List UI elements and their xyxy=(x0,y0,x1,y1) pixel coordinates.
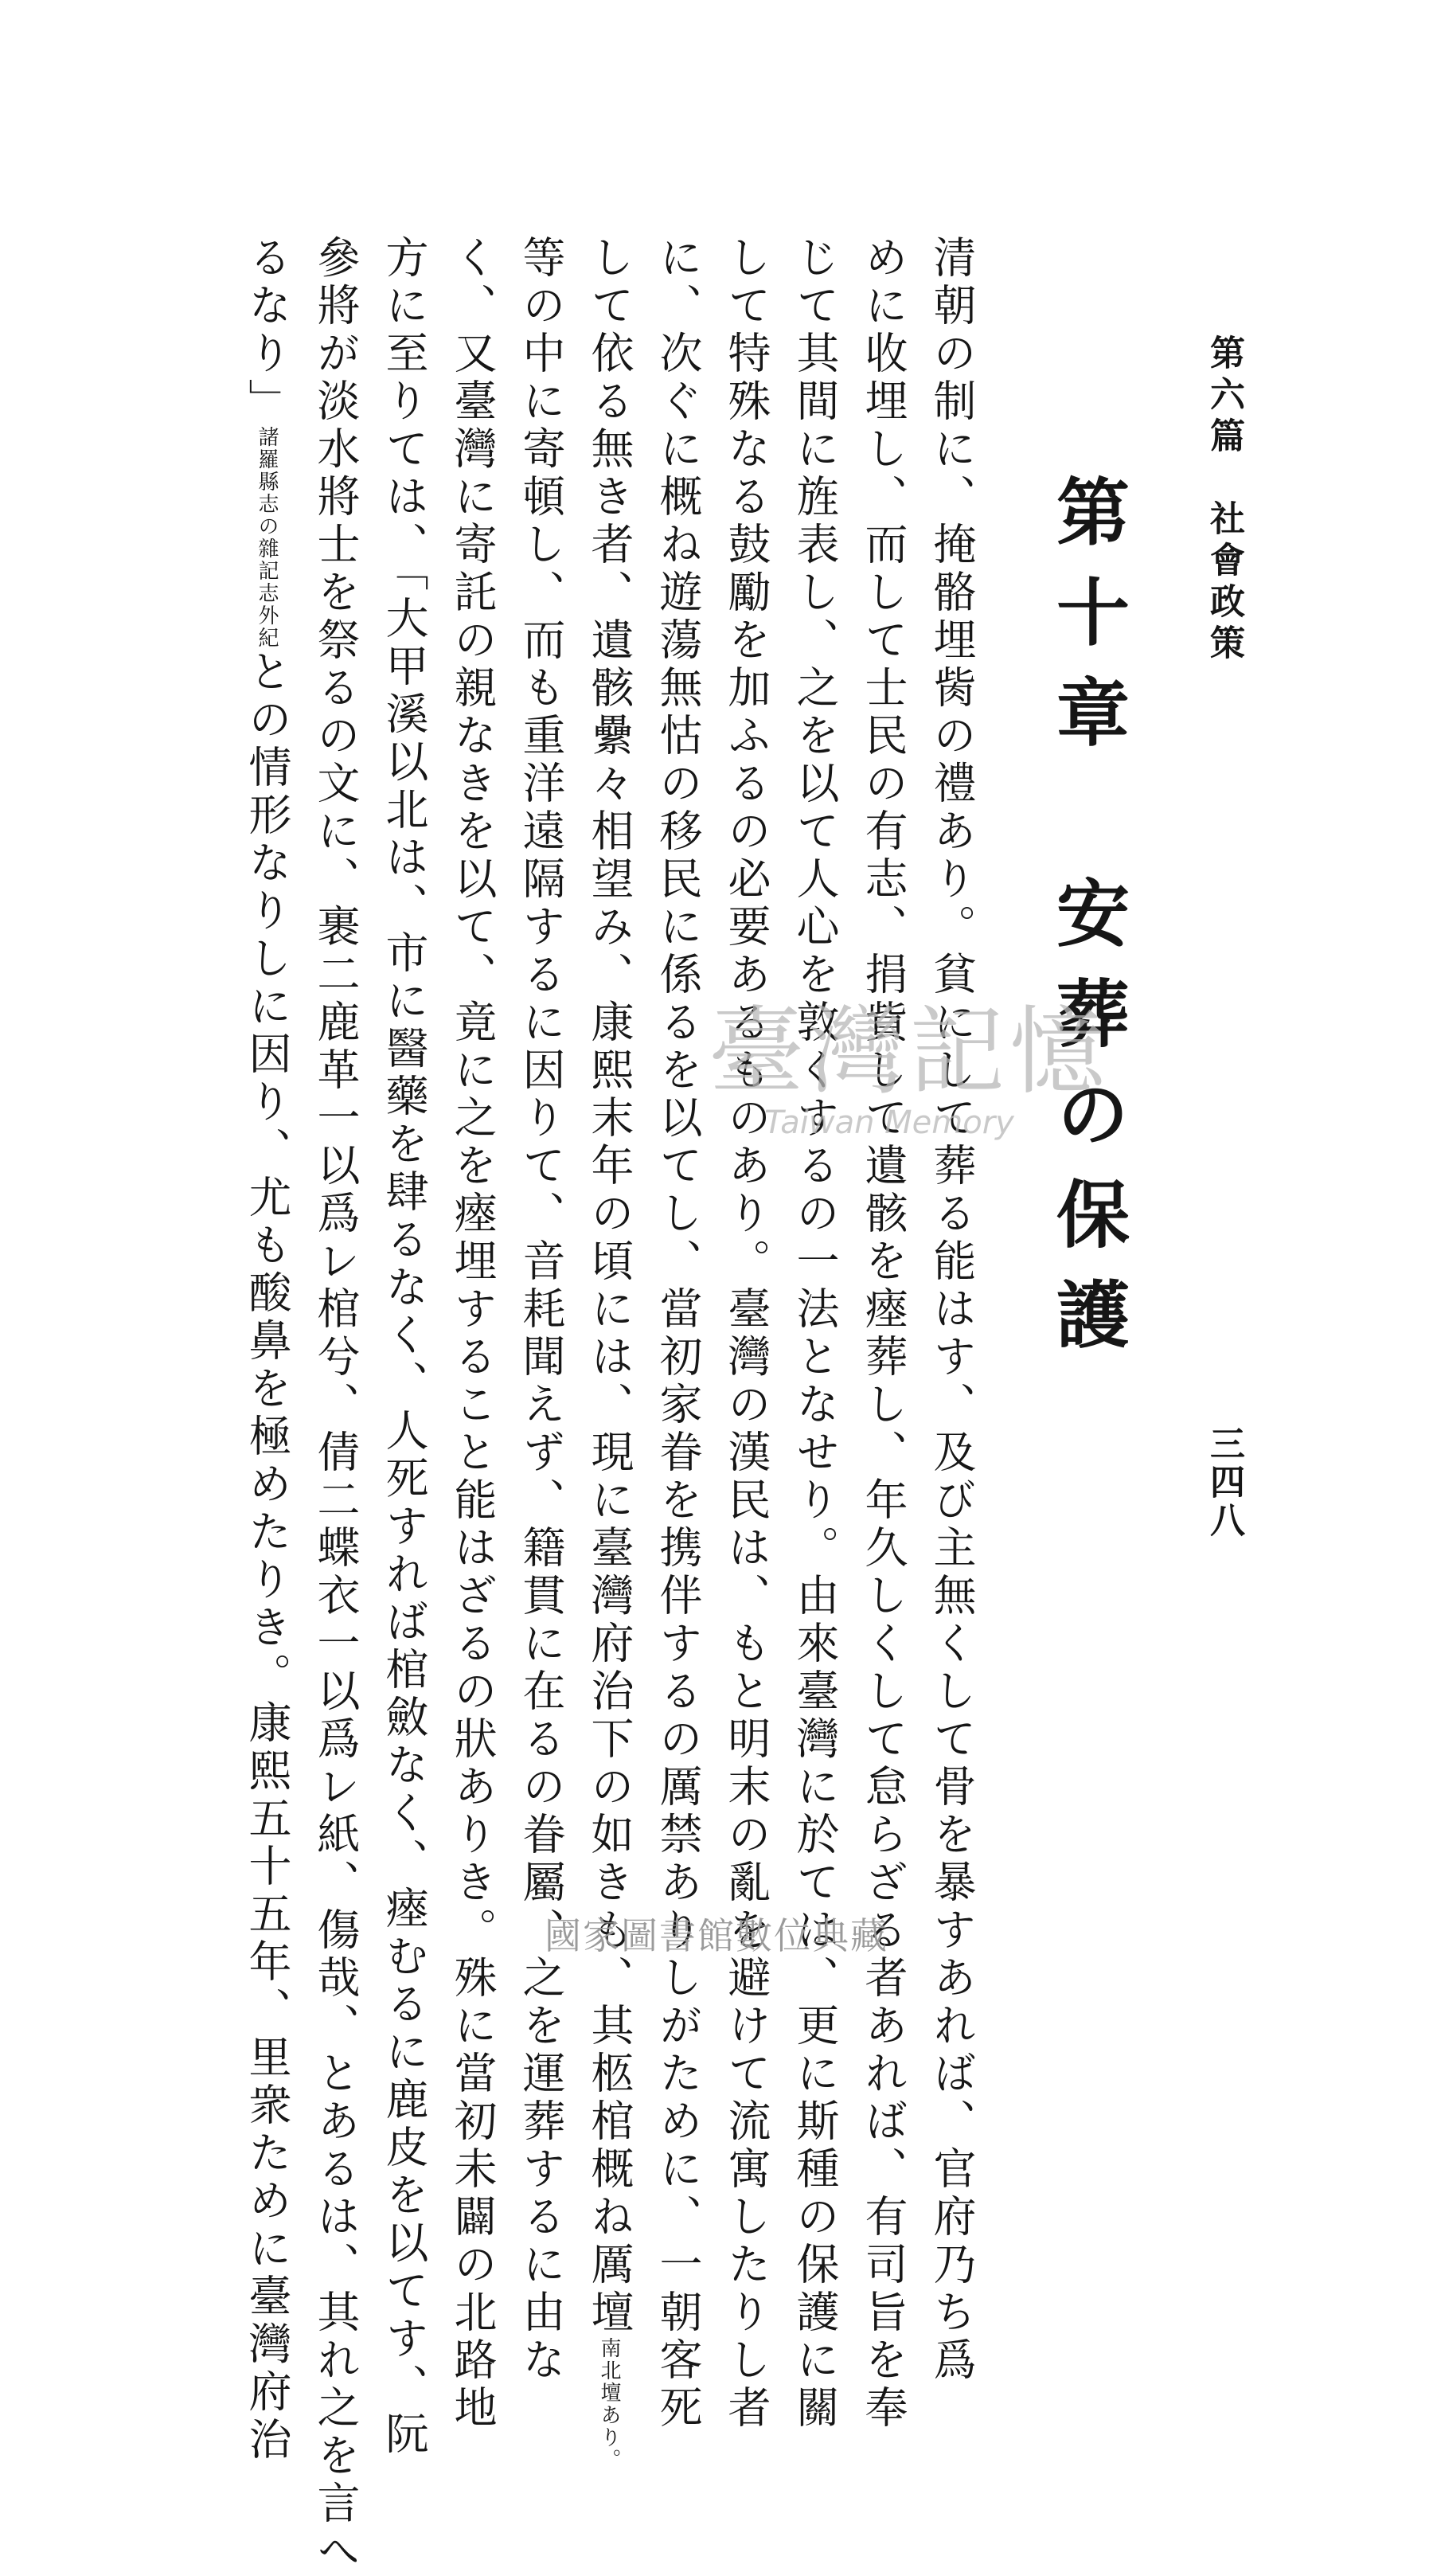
body-column-2: めに收埋し、而して士民の有志、捐貲して遺骸を瘞葬し、年久しくして怠らざる者あれば、有司旨を奉 xyxy=(858,235,908,2433)
body-column-11-text: との情形なりしに因り、尤も酸鼻を極めたりき。康熙五十五年、里衆ために臺灣府治 xyxy=(242,649,292,2465)
chapter-title: 第十章 安葬の保護 xyxy=(1044,474,1130,1377)
body-column-11 xyxy=(242,235,292,2465)
watermark xyxy=(709,975,1110,1141)
body-column-1: 清朝の制に、掩骼埋胔の禮あり。貧にして葬る能はす、及び主無くして骨を暴すあれば、官府乃ち爲 xyxy=(927,235,977,2385)
body-column-3: じて其間に旌表し、之を以て人心を敦くするの一法となせり。由來臺灣に於ては、更に斯種の保護に關 xyxy=(790,235,840,2433)
body-column-9: 方に至りては、「大甲溪以北は、市に醫藥を肆るなく、人死すれば棺斂なく、瘞むるに鹿皮を以てす、阮 xyxy=(379,235,429,2459)
watermark-cjk-text: 臺灣記憶 xyxy=(709,997,1110,1108)
page-number: 三四八 xyxy=(1204,1425,1244,1540)
body-column-8: く、又臺灣に寄託の親なきを以て、竟に之を瘞埋すること能はざるの狀ありき。殊に當初未闢の北路地 xyxy=(447,235,498,2433)
running-header-section: 第六篇 社會政策 xyxy=(1204,334,1244,666)
body-column-11-quote-end: るなり」 xyxy=(242,235,292,426)
body-column-10: 參將が淡水將士を祭るの文に、裹二鹿革一以爲レ棺兮、倩二蝶衣一以爲レ紙、傷哉、とあるは、其れ之を言へ xyxy=(310,235,361,2576)
body-column-4: して特殊なる鼓勵を加ふるの必要あるものあり。臺灣の漢民は、もと明末の亂を避けて流寓したりし者 xyxy=(721,235,771,2433)
body-column-6-text: して依る無き者、遺骸纍々相望み、康熙末年の頃には、現に臺灣府治下の如きも、其柩棺概ね厲壇 xyxy=(584,235,635,2337)
body-column-5: に、次ぐに概ね遊蕩無怙の移民に係るを以てし、當初家眷を携伴するの厲禁ありしがために、一朝客死 xyxy=(653,235,703,2433)
body-column-6 xyxy=(584,235,635,2471)
footer-credit: 國家圖書館數位典藏 xyxy=(545,1914,888,1957)
body-column-7: 等の中に寄頓し、而も重洋遠隔するに因りて、音耗聞えず、籍貫に在るの眷屬、之を運葬するに由な xyxy=(516,235,566,2385)
inline-note-source: 諸羅縣志の雜記志外紀 xyxy=(255,426,279,649)
watermark-en-text: Taiwan Memory xyxy=(764,1104,1014,1141)
inline-note-nanbei-tan: 南北壇あり。 xyxy=(597,2337,621,2471)
